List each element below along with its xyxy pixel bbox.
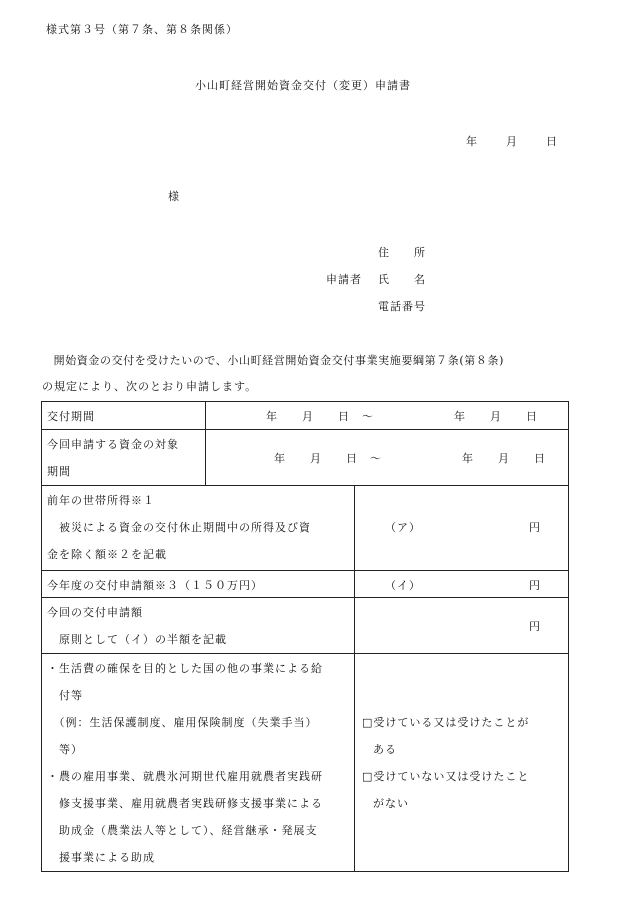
name-label: 氏 名 <box>378 273 426 286</box>
target-period-label-1: 今回申請する資金の対象 <box>47 438 179 451</box>
household-income-line-2: 被災による資金の交付休止期間中の所得及び資 <box>47 521 311 534</box>
date-year-label: 年 <box>466 135 478 148</box>
other-support-line-4: 等） <box>47 743 83 756</box>
other-support-line-7: 助成金（農業法人等として）、経営継承・発展支 <box>47 824 318 837</box>
current-amount-line-1: 今回の交付申請額 <box>47 606 143 619</box>
intro-line-1: 開始資金の交付を受けたいので、小山町経営開始資金交付事業実施要綱第７条(第８条) <box>42 354 504 367</box>
target-period-start: 年 月 日 ～ <box>274 452 382 465</box>
other-support-line-2: 付等 <box>47 689 83 702</box>
table-row-other-support <box>42 654 569 872</box>
household-income-value-cell[interactable] <box>355 486 569 571</box>
other-support-line-1: ・生活費の確保を目的とした国の他の事業による給 <box>47 662 323 675</box>
annual-amount-unit: 円 <box>529 579 541 592</box>
annual-amount-label-cell <box>42 571 355 598</box>
current-amount-value-cell[interactable] <box>355 598 569 654</box>
household-income-marker: （ア） <box>385 521 421 534</box>
application-table <box>41 401 569 872</box>
grant-period-label: 交付期間 <box>47 410 95 423</box>
current-amount-label-cell <box>42 598 355 654</box>
date-month-label: 月 <box>506 135 518 148</box>
target-period-end: 年 月 日 <box>462 452 546 465</box>
annual-amount-value-cell[interactable] <box>355 571 569 598</box>
other-support-line-3: （例：生活保護制度、雇用保険制度（失業手当） <box>47 716 318 729</box>
target-period-label-2: 期間 <box>47 465 71 478</box>
household-income-line-1: 前年の世帯所得※１ <box>47 494 155 507</box>
annual-amount-label: 今年度の交付申請額※３（１５０万円） <box>47 579 263 592</box>
option-not-received-checkbox[interactable]: □受けていない又は受けたこと <box>362 770 530 783</box>
date-day-label: 日 <box>546 135 558 148</box>
table-row-grant-period <box>42 402 569 430</box>
intro-line-2: の規定により、次のとおり申請します。 <box>42 380 258 393</box>
option-not-received-line-2: がない <box>373 797 409 810</box>
household-income-label-cell <box>42 486 355 571</box>
other-support-line-6: 修支援事業、雇用就農者実践研修支援事業による <box>47 797 323 810</box>
address-label: 住 所 <box>378 246 426 259</box>
other-support-line-5: ・農の雇用事業、就農氷河期世代雇用就農者実践研 <box>47 770 323 783</box>
annual-amount-marker: （イ） <box>385 579 421 592</box>
table-row-current-amount <box>42 598 569 654</box>
grant-period-value-cell[interactable] <box>206 402 569 430</box>
form-number: 様式第３号（第７条、第８条関係） <box>46 23 238 36</box>
grant-period-end: 年 月 日 <box>454 410 538 423</box>
option-received-line-2: ある <box>373 743 397 756</box>
target-period-value-cell[interactable] <box>206 430 569 486</box>
addressee-suffix: 様 <box>168 190 180 203</box>
household-income-unit: 円 <box>529 521 541 534</box>
household-income-line-3: 金を除く額※２を記載 <box>47 548 167 561</box>
option-received-checkbox[interactable]: □受けている又は受けたことが <box>362 716 530 729</box>
other-support-label-cell <box>42 654 355 872</box>
table-row-annual-amount <box>42 571 569 598</box>
current-amount-line-2: 原則として（イ）の半額を記載 <box>47 633 227 646</box>
grant-period-start: 年 月 日 ～ <box>266 410 374 423</box>
table-row-target-period <box>42 430 569 486</box>
table-row-household-income <box>42 486 569 571</box>
other-support-options-cell <box>355 654 569 872</box>
grant-period-label-cell <box>42 402 206 430</box>
target-period-label-cell <box>42 430 206 486</box>
form-title: 小山町経営開始資金交付（変更）申請書 <box>195 79 411 92</box>
other-support-line-8: 援事業による助成 <box>47 851 155 864</box>
applicant-label: 申請者 <box>326 273 362 286</box>
current-amount-unit: 円 <box>529 620 541 633</box>
phone-label: 電話番号 <box>378 300 426 313</box>
